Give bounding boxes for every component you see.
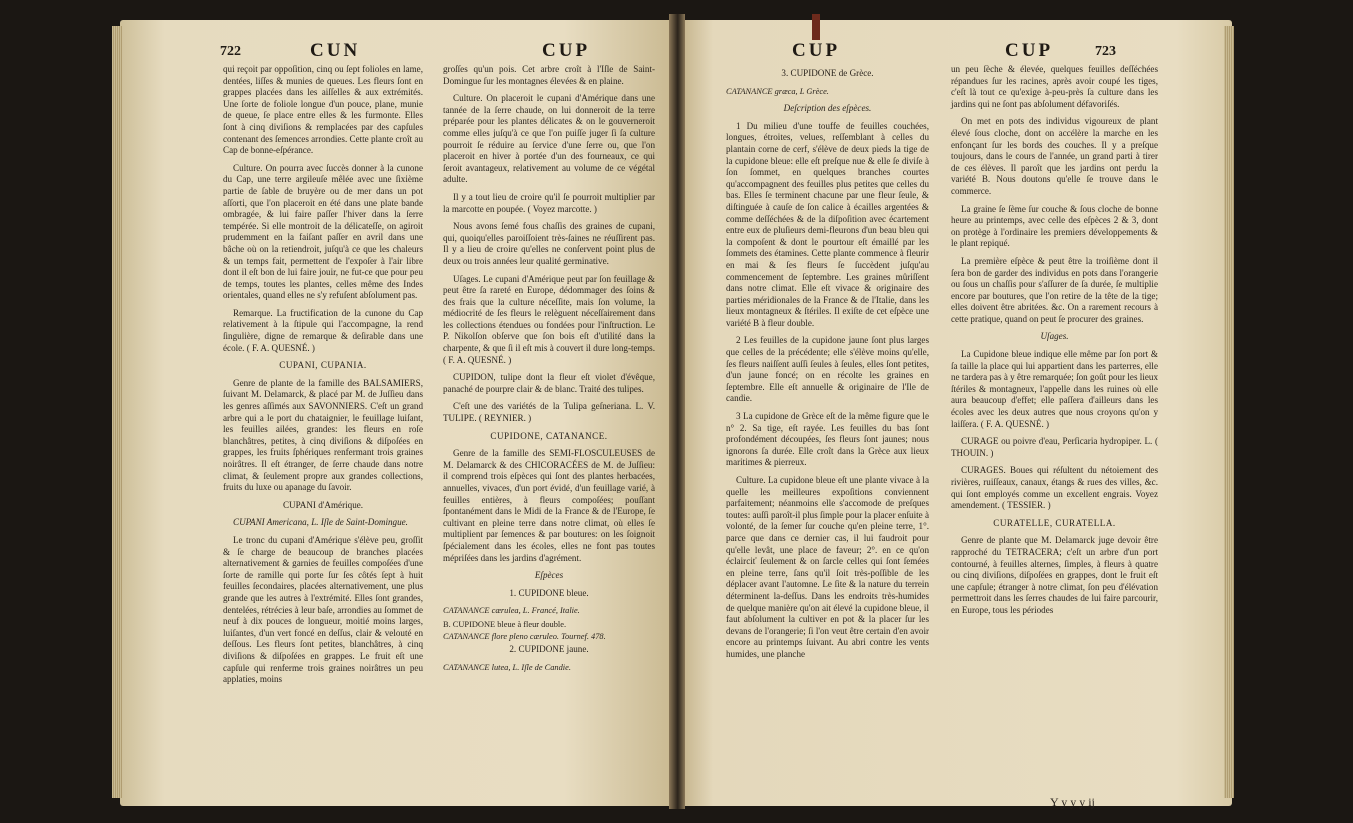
entry-heading-cupidone: CUPIDONE, CATANANCE. [490,430,608,441]
section-heading-usages: Uſages. [1040,331,1069,342]
right-running-head-right: CUP [1005,40,1054,61]
species-2-latin: CATANANCE lutea, L. Iſle de Candie. [443,662,571,672]
species-1: 1. CUPIDONE bleue. [509,587,589,598]
section-heading-description: Deſcription des eſpèces. [783,103,872,114]
right-page-number: 723 [1095,44,1116,59]
left-running-head-left: CUN [310,40,361,61]
book-gutter [669,14,685,809]
bookmark-ribbon [812,14,820,40]
right-running-head-left: CUP [792,40,841,61]
right-page-column-2 [951,64,1158,623]
entry-heading-cupani: CUPANI, CUPANIA. [279,360,367,371]
paragraph-usages: Uſages. Le cupani d'Amérique peut par ſon feuillage & peut être ſa rareté en Europe, dédommager des ſoins & des frais que la culture néceſſite, mais ſon volume, la médiocrité de ſes fleurs le relèguent néceſſairement dans les collections étendues ou fondées pour l'inſtruction. Le P. Nikolſon obſerve que ſon bois eſt d'utilité dans la charpente, & que ſi il eſt mis à couvert il dure long-temps. ( F. A. QUESNÉ. ) [443,273,655,365]
species-1b: B. CUPIDONE bleue à fleur double. [443,619,567,629]
paragraph-cupidon-tulipe: CUPIDON, tulipe dont la fleur eſt violet d'évêque, panaché de pourpre clair & de blanc. Traité des tulipes. [443,372,655,394]
species-3-latin: CATANANCE græca, L Grèce. [726,86,829,96]
paragraph-description-1: 1 Du milieu d'une touffe de feuilles couchées, longues, étroites, velues, reſſemblant à celles du plantain corne de cerf, s'élève de deux pieds la tige de la cupidone bleue: elle eſt preſque nue & elle ſe diviſe à ſon ſommet, en quelques branches courtes qu'accompagnent des feuilles plus petites que celles du bas. Elles ſe terminent chacune par une fleur ſeule, & diſtinguée à cauſe de ſon calice à écailles argentées & comme deſſéchées & de la diſpoſition avec écartement entre eux de pluſieurs demi-fleurons d'un beau bleu qui la compoſent & dont le pourtour eſt émaillé par les ſommets des étamines. Cette plante commence à fleurir en mai & ſes fleurs ſe ſuccèdent juſqu'au commencement de ſeptembre. Les graines mûriſſent dans notre climat. Elle eſt vivace & originaire des parties méridionales de la France & de l'Italie, dans les lieux montagneux & ſtériles. Il exiſte de cet eſpèce une variété B à fleur double. [726,120,929,328]
paragraph: groſſes qu'un pois. Cet arbre croît à l'Iſle de Saint-Domingue ſur les montagnes élevées & en plaine. [443,64,655,86]
left-fore-edge [112,26,122,798]
entry-curage: CURAGE ou poivre d'eau, Perſicaria hydropiper. L. ( THOUIN. ) [951,436,1158,458]
left-running-head-right: CUP [542,40,591,61]
paragraph-description-3: 3 La cupidone de Grèce eſt de la même figure que le n° 2. Sa tige, eſt rayée. Les feuilles du bas ſont profondément découpées, ſes fleurs ſont jaunes; nous ignorons ſa durée. Elle croît dans la Grèce aux lieux maritimes & pierreux. [726,411,929,468]
paragraph: La graine ſe ſème ſur couche & ſous cloche de bonne heure au printemps, avec celle des eſpèces 2 & 3, dont on protège à l'ordinaire les premiers développements & le plant repiqué. [951,203,1158,249]
paragraph-culture: Culture. On pourra avec ſuccès donner à la cunone du Cap, une terre argileuſe mêlée avec une ſixième partie de ſable de bruyère ou de mer dans un pot aſſorti, que l'on placeroit en été dans une plate bande ombragée, & lui faire paſſer l'hiver dans la ſerre tempérée. Si elle montroit de la délicateſſe, on agiroit prudemment en la faiſant paſſer en avril dans une bâche où on la retiendroit, juſqu'à ce que les chaleurs & un temps fait, permettent de l'expoſer à l'air libre dont il eſt bon de lui faire jouir, ne fut-ce que pour peu de temps, toutes les plantes, celles même des Indes orientales, quand elles ne s'y refuſent abſolument pas. [223,162,423,301]
paragraph-cupani-description: Le tronc du cupani d'Amérique s'élève peu, groſſit & ſe charge de beaucoup de branches placées alternativement & garnies de feuilles compoſées d'une ſorte de ramille qui porte ſur ſes côtés ſept à huit feuilles ſecondaires, placées alternativement, une plus grande que les autres à l'extrémité. Elles ſont grandes, dentelées, rétrécies à leur baſe, arrondies au ſommet de neuf à dix pouces de longueur, moitié moins larges, luiſantes, d'un vert foncé en deſſus, clair & velouté en deſſous. Les fleurs ſont petites, blanchâtres, à cinq diviſions & diſpoſées en grappes. Le fruit eſt une capſule qui renferme trois graines noirâtres un peu applaties, moins [223,534,423,685]
paragraph: Il y a tout lieu de croire qu'il ſe pourroit multiplier par la marcotte en poupée. ( Voyez marcotte. ) [443,191,655,214]
section-heading-especes: Eſpèces [534,570,564,581]
entry-curages: CURAGES. Boues qui réſultent du nétoiement des rivières, ruiſſeaux, canaux, étangs & rues des villes, &c. qui ſont employés comme un excellent engrais. Voyez amendement. ( TESSIER. ) [951,465,1158,511]
left-page-column-2 [443,64,655,673]
paragraph-culture: Culture. On placeroit le cupani d'Amérique dans une tannée de la ſerre chaude, on lui donneroit de la terre préparée pour les plantes délicates & on le gouverneroit comme elles juſqu'à ce que l'on puiſſe juger ſi ſa culture pourroit ſe réduire au ſervice d'une ſerre ou, que l'on placeroit en hiver à portée d'un des fourneaux, ce qui ſeroit avantageux, relativement au volume de ce végétal adulte. [443,93,655,185]
paragraph: On met en pots des individus vigoureux de plant élevé ſous cloche, dont on accélère la marche en les enfonçant ſur les bords des couches. Il y a preſque toujours, dans le cours de l'année, un grand parti à tirer de ces élèves. Il paroît que les jardins ont perdu la variété B. Nous doutons qu'elle ſe trouve dans le commerce. [951,116,1158,196]
species-name-cupani-americana: CUPANI Americana, L. Iſle de Saint-Domingue. [233,517,408,528]
left-page-number: 722 [220,44,241,59]
paragraph-description-2: 2 Les feuilles de la cupidone jaune ſont plus larges que celles de la précédente; elle s'élève moins qu'elle, ſes fleurs naiſſent auſſi ſeules à ſeules, elles ſont petites, d'un jaune foncé; on en récolte les graines en ſeptembre. Elle eſt annuelle & originaire de l'Ile de candie. [726,335,929,404]
signature-mark: Y y y y ij [1050,795,1095,809]
paragraph-usages: La Cupidone bleue indique elle même par ſon port & ſa taille la place qui lui appartient dans les parterres, elle ne tardera pas à y être remarquée; ſon goût pour les lieux ſtériles & montagneux, l'appelle dans les ruines où elle aura beaucoup d'effet; elle paſſera d'ailleurs dans les écoles avec les deux autres que nous croyons qu'on y laiſſera. ( F. A. QUESNÉ. ) [951,349,1158,429]
paragraph-culture: Culture. La cupidone bleue eſt une plante vivace à la quelle les meilleures expoſitions conviennent parfaitement; néanmoins elle s'accomode de preſques toutes: auſſi paroît-il plus ſimple pour la placer enſuite à volonté, de la ſemer ſur couche qu'en pleine terre, 1°. parce que dans ce dernier cas, il lui faudroit pour qu'elle levât, une place de faveur; 2°. en ce qu'on éclairciť ſeulement & on ſarcle celles qui ſont ſemées en pleine terre, ſans qu'il ſoit très-poſſible de les déplacer avant l'automne. Le ſite & la nature du terrein déterminent la-deſſus. Dans les endroits très-humides de quelque manière qu'on ait élevé la cupidone bleue, il faut abſolument la cultiver en pot & la placer ſur les devans de l'orangerie; ſi l'on veut être certain d'en avoir encore au printemps ſuivant. Au abri contre les vents humides, une planche [726,475,929,659]
right-fore-edge [1224,26,1234,798]
left-page-column-1 [223,64,423,692]
paragraph-cupidone: Genre de la famille des SEMI-FLOSCULEUSES de M. Delamarck & des CHICORACÉES de M. de Juſſieu: il comprend trois eſpèces qui ſont des plantes herbacées, annuelles, vivaces, d'un port évidé, d'un feuillage varié, à feuilles entières, à fleurs compoſées; pouſſant ſpontanément dans le Midi de la France & de l'Europe, ſe cultivant en pleine terre dans notre climat, où elles ſe multiplient par ſemences & par boutures: on les ſoignoit ſpécialement dans les écoles, elles ne font pas toutes mépriſées dans les jardins d'agrément. [443,448,655,563]
right-page-column-1 [726,64,929,667]
paragraph-cupani: Genre de plante de la famille des BALSAMIERS, ſuivant M. Delamarck, & placé par M. de Juſſieu dans les genres aſſimés aux SAVONNIERS. C'eſt un grand arbre qui a le port du chataignier, le feuillage luiſant, les feuilles ailées, grandes: les fleurs en roſe blanchâtres, petites, à cinq diviſions & diſpoſées en grappes, les fruits ſphériques renfermant trois graines noirâtres. Il eſt étranger, de ſerre chaude dans notre climat, & ſeulement propre aux grandes collections, fruits du luxe ou apanage du ſavoir. [223,377,423,493]
entry-heading-curatelle: CURATELLE, CURATELLA. [993,517,1116,528]
paragraph: C'eſt une des variétés de la Tulipa geſneriana. L. V. TULIPE. ( REYNIER. ) [443,401,655,424]
species-2: 2. CUPIDONE jaune. [509,644,589,655]
species-1b-latin: CATANANCE flore pleno cæruleo. Tournef. 478. [443,631,606,641]
paragraph-remarque: Remarque. La fructification de la cunone du Cap relativement à la ſtipule qui l'accompagne, la rend ſingulière, digne de remarque & deſirable dans une école. ( F. A. QUESNÉ. ) [223,307,423,353]
species-3: 3. CUPIDONE de Grèce. [781,68,874,78]
paragraph: Nous avons ſemé fous chaſſis des graines de cupani, qui, quoiqu'elles paroiſſoient très-ſaines ne réuſſirent pas. Il y a lieu de croire qu'elles ne conſervent point plus de deux ou trois années leur qualité germinative. [443,221,655,266]
paragraph: un peu ſèche & élevée, quelques feuilles deſſéchées répandues ſur les racines, après avoir coupé les tiges, c'eſt là tout ce qu'exige à-peu-près ſa culture dans les jardins qui ne ſont pas abſolument défavoriſés. [951,64,1158,109]
paragraph: qui reçoit par oppoſition, cinq ou ſept folioles en lame, dentées, liſſes & munies de queues. Les fleurs ſont en grappes placées dans les aiſſelles & aux extrémités. Une ſorte de foliole longue d'un pouce, plane, munie de queue, ſe place entre elles & les furmonte. Elles ſont à cinq diviſions & remplacées par des capſules contenant des ſemences arrondies. Cette plante croît au Cap de bonne-eſpérance. [223,64,423,156]
species-heading-cupani-amerique: CUPANI d'Amérique. [282,499,364,510]
paragraph: La première eſpèce & peut être la troiſième dont il ſera bon de garder des individus en pots dans l'orangerie ou ſous un chaſſis pour s'aſſurer de ſa durée, ſe multiplie encore par boutures, que l'on retire de la tête de la tige; elles doivent être abritées. &c. On a rarement recours à cette pratique, quand on peut ſe procurer des graines. [951,255,1158,324]
paragraph-curatelle: Genre de plante que M. Delamarck juge devoir être rapproché du TETRACERA; c'eſt un arbre d'un port contourné, à feuilles alternes, ſimples, à fleurs à quatre ou cinq diviſions, diſpoſées en grappes, dont le fruit eſt une capſule; étranger à notre climat, ſon peu d'élévation permettroit dans les ſerres chaudes de lui faire parcourir, en Europe, tous les périodes [951,535,1158,615]
species-1-latin: CATANANCE cærulea, L. Francé, Italie. [443,606,580,616]
